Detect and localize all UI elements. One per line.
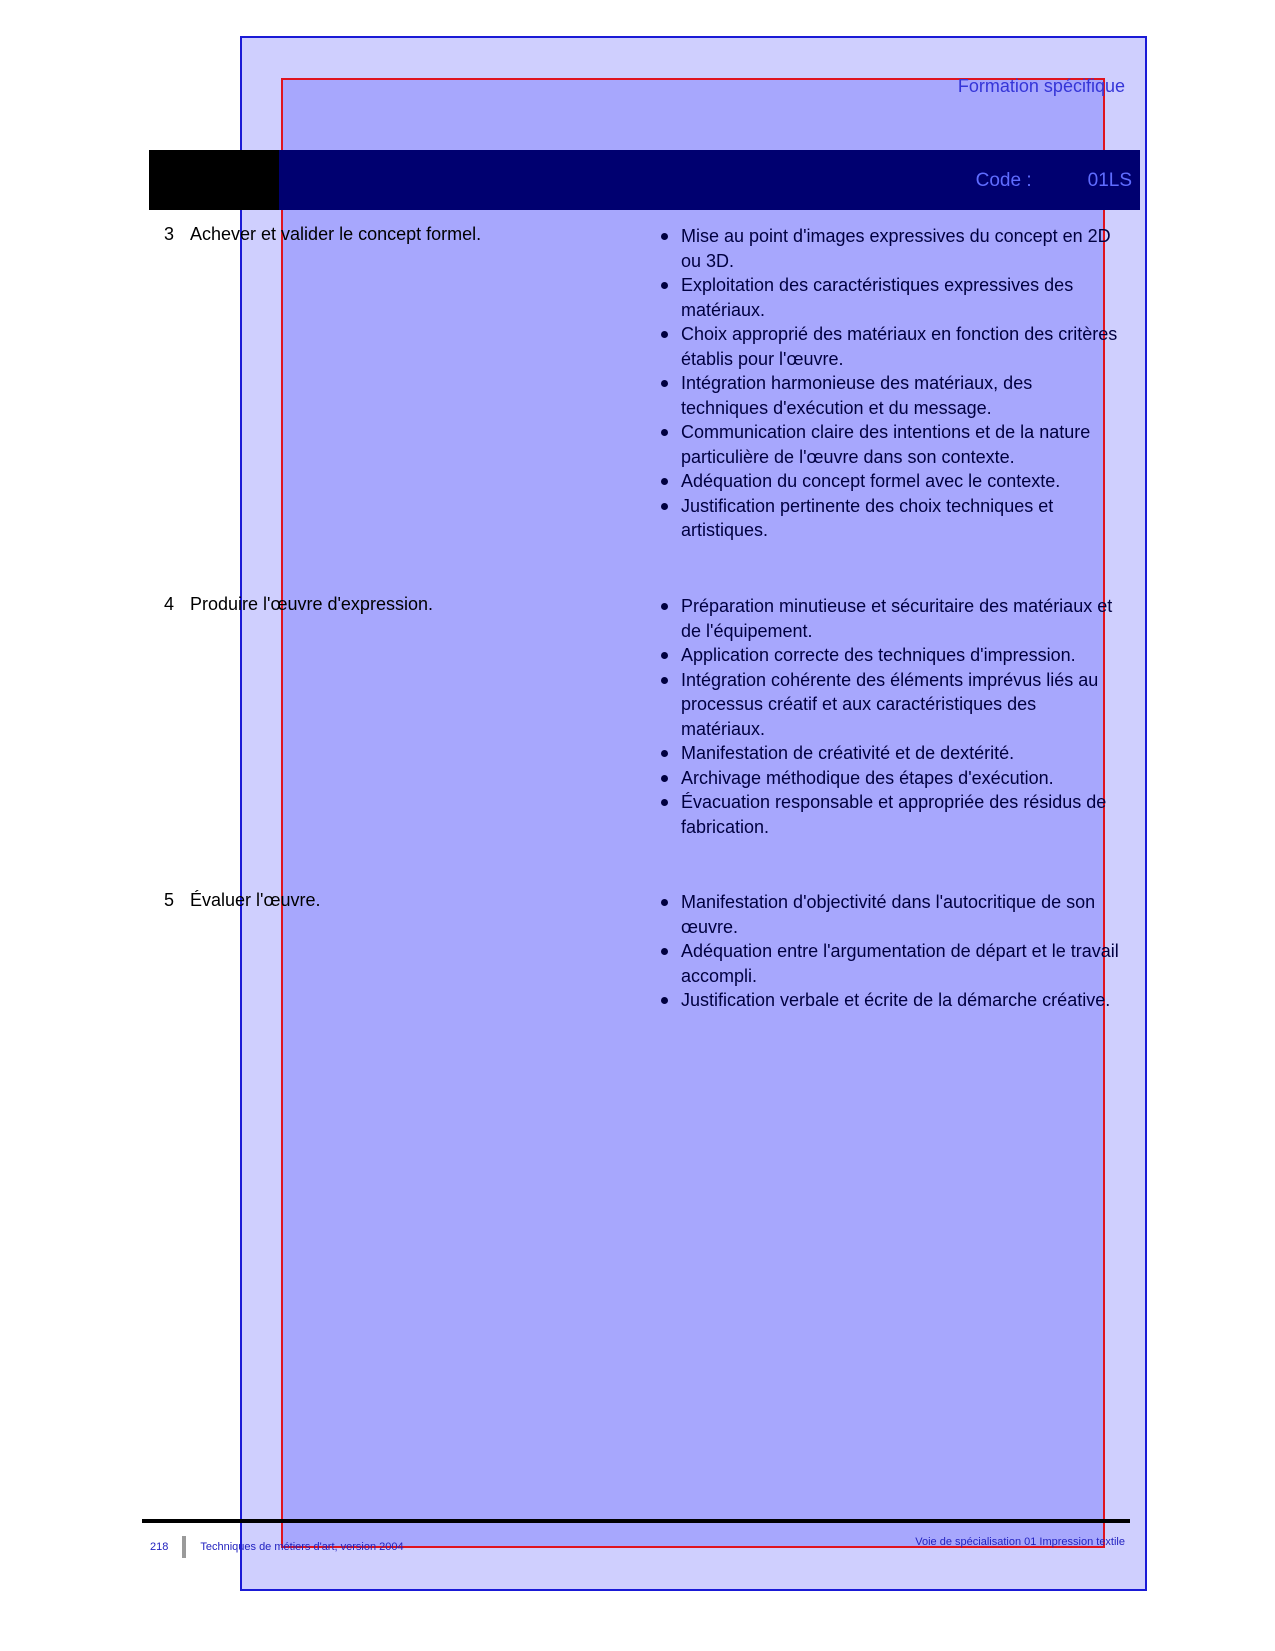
criterion: Application correcte des techniques d'impression. [659, 643, 1119, 668]
criteria-list-3 [659, 224, 1119, 543]
competency-title: Produire l'œuvre d'expression. [190, 594, 433, 614]
criterion: Choix approprié des matériaux en fonction des critères établis pour l'œuvre. [659, 322, 1119, 371]
competency-title: Évaluer l'œuvre. [190, 890, 321, 910]
criteria-list-5 [659, 890, 1119, 1013]
criterion: Manifestation d'objectivité dans l'autocritique de son œuvre. [659, 890, 1119, 939]
criterion: Intégration cohérente des éléments imprévus liés au processus créatif et aux caractéristiques des matériaux. [659, 668, 1119, 742]
page-number: 218 [150, 1541, 169, 1553]
competency-5 [164, 890, 320, 911]
footer-right [915, 1536, 1125, 1548]
criterion: Mise au point d'images expressives du concept en 2D ou 3D. [659, 224, 1119, 273]
footer-rule [142, 1519, 1130, 1523]
competency-number: 3 [164, 224, 175, 244]
criterion: Manifestation de créativité et de dextérité. [659, 741, 1119, 766]
criteria-list-4 [659, 594, 1119, 839]
criterion: Justification verbale et écrite de la démarche créative. [659, 988, 1119, 1013]
criterion: Communication claire des intentions et de la nature particulière de l'œuvre dans son contexte. [659, 420, 1119, 469]
criterion: Archivage méthodique des étapes d'exécution. [659, 766, 1119, 791]
footer-document-title: Techniques de métiers d'art, version 2004 [200, 1541, 404, 1553]
footer-separator [182, 1536, 186, 1558]
header-bar-left-block [149, 150, 279, 210]
competency-title: Achever et valider le concept formel. [190, 224, 482, 244]
footer-specialization: Voie de spécialisation 01 Impression textile [915, 1536, 1125, 1548]
code-value: 01LS [1087, 170, 1132, 191]
competency-4 [164, 594, 433, 615]
criterion: Adéquation du concept formel avec le contexte. [659, 469, 1119, 494]
program-code [976, 170, 1132, 192]
competency-3 [164, 224, 481, 245]
code-label: Code : [975, 170, 1032, 191]
criterion: Adéquation entre l'argumentation de départ et le travail accompli. [659, 939, 1119, 988]
competency-number: 4 [164, 594, 175, 614]
criterion: Préparation minutieuse et sécuritaire des matériaux et de l'équipement. [659, 594, 1119, 643]
criterion: Évacuation responsable et appropriée des résidus de fabrication. [659, 790, 1119, 839]
criterion: Intégration harmonieuse des matériaux, des techniques d'exécution et du message. [659, 371, 1119, 420]
competency-number: 5 [164, 890, 175, 910]
header-bar [149, 150, 1140, 210]
criterion: Justification pertinente des choix techniques et artistiques. [659, 494, 1119, 543]
footer-left [150, 1536, 404, 1558]
section-title: Formation spécifique [957, 76, 1125, 96]
criterion: Exploitation des caractéristiques expressives des matériaux. [659, 273, 1119, 322]
